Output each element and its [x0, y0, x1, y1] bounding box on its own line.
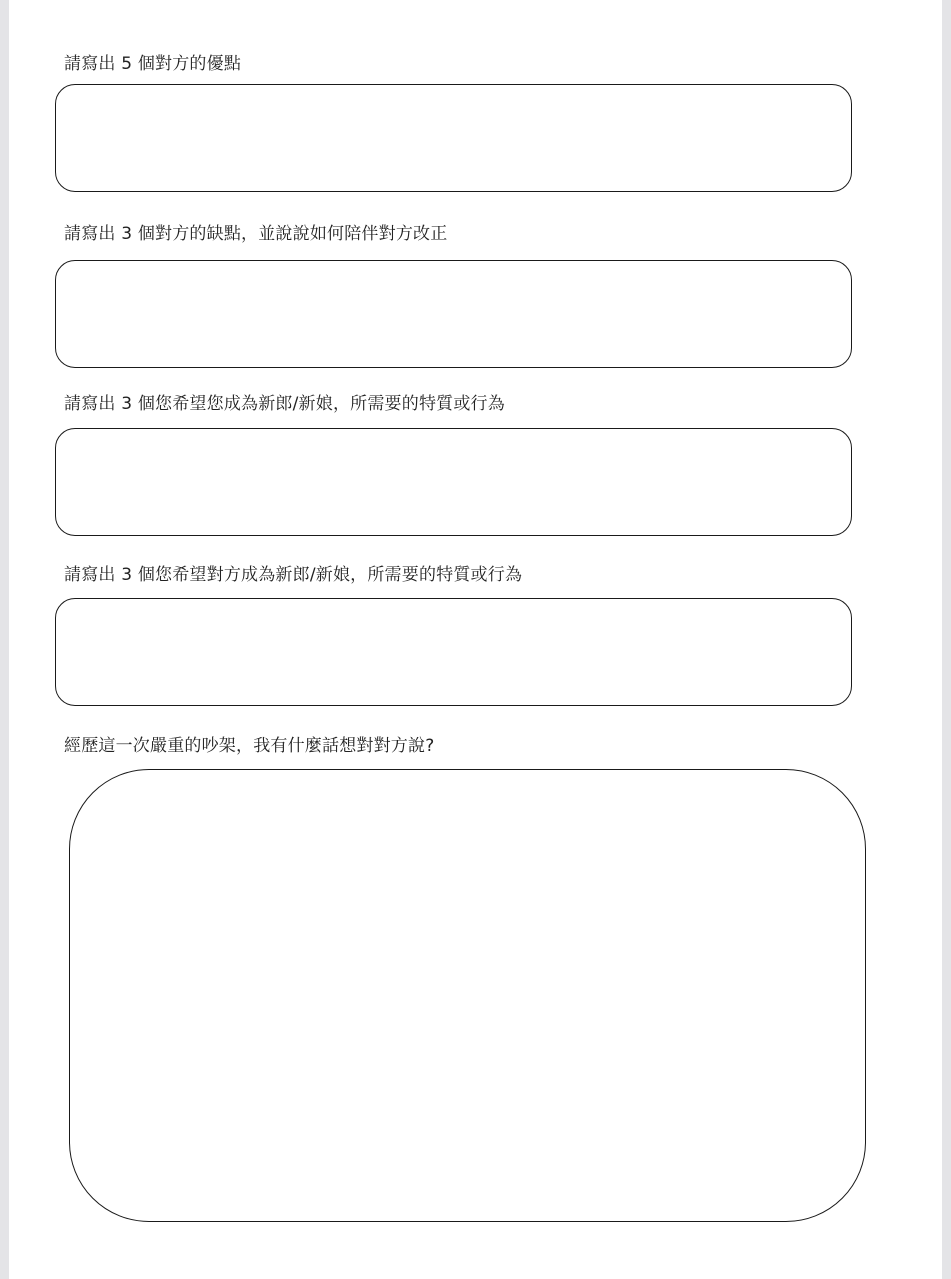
question-3-prompt: 請寫出 3 個您希望您成為新郎/新娘，所需要的特質或行為	[64, 394, 505, 414]
question-4-prompt: 請寫出 3 個您希望對方成為新郎/新娘，所需要的特質或行為	[64, 565, 523, 585]
question-1-prompt: 請寫出 5 個對方的優點	[64, 54, 242, 74]
question-2-answer-box[interactable]	[55, 260, 852, 368]
question-1-answer-box[interactable]	[55, 84, 852, 192]
question-5-answer-box[interactable]	[69, 769, 866, 1222]
worksheet-page	[9, 0, 942, 1279]
question-2-prompt: 請寫出 3 個對方的缺點，並說說如何陪伴對方改正	[64, 224, 448, 244]
question-5-prompt: 經歷這一次嚴重的吵架，我有什麼話想對對方說?	[64, 736, 435, 756]
question-4-answer-box[interactable]	[55, 598, 852, 706]
question-3-answer-box[interactable]	[55, 428, 852, 536]
